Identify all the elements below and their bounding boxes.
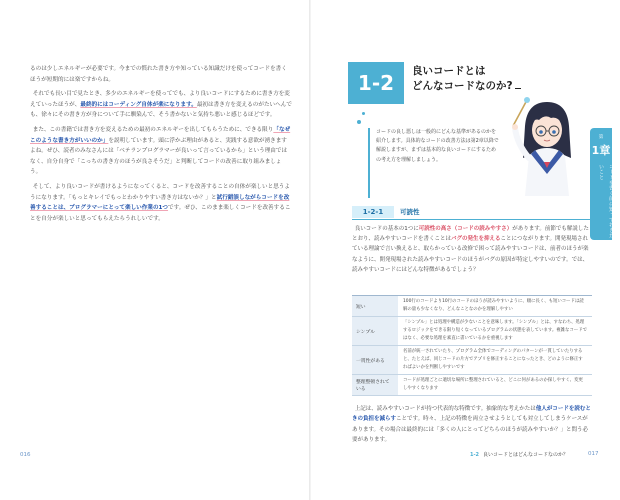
left-page-number: 016 bbox=[20, 452, 31, 458]
summary-body bbox=[352, 404, 592, 446]
paragraph-text: 上記は、読みやすいコードが持つ代表的な特徴です。抽象的な考えかたは bbox=[354, 406, 536, 412]
emphasis-red: 可読性の高さ（コードの読みやすさ） bbox=[418, 226, 513, 232]
left-paragraph bbox=[30, 125, 292, 178]
chapter-title-line2: どんなコードなのか? bbox=[412, 80, 513, 92]
paragraph-text: るのは少しエネルギーが必要です。今までの慣れた書き方や知っている知識だけを使ってコードを書くほうが短期的には楽ですからね。 bbox=[30, 66, 287, 83]
highlighted-text: 試行錯誤しながらコードを改善することは、プログラマーにとって楽しい作業の1つ bbox=[30, 194, 290, 212]
footer-title: 良いコードとはどんなコードなのか？ bbox=[483, 452, 569, 458]
feature-table bbox=[352, 295, 592, 396]
side-tab-text: コードを書く前に知っておきたいこと bbox=[598, 164, 614, 239]
chapter-number-box bbox=[348, 62, 404, 104]
left-paragraph bbox=[30, 182, 292, 224]
table-description: 100行のコードより10行のコードのほうが読みやすいように、順に長く、も短いコードは読解の量も少なくなり、どんなことなのかを理解しやすい bbox=[403, 299, 584, 312]
highlighted-text: 「なぜこのような書き方がいいのか」 bbox=[30, 126, 291, 144]
emphasis-blue: 他人がコードを読むときの負担を減らす bbox=[352, 406, 591, 423]
cursor-mark bbox=[515, 88, 521, 90]
body-paragraph bbox=[352, 224, 592, 275]
chapter-intro bbox=[368, 128, 498, 200]
page-gutter bbox=[309, 0, 311, 500]
left-page-body bbox=[30, 64, 292, 228]
highlighted-text: 最終的にはコーディング自体が楽になります。 bbox=[80, 101, 197, 108]
paragraph-text: ことにつながります。開発現場されている理論で言い換えると、取らかっている改修で困って読みやすいコードは、前者のほうが楽なように、開発現場された読みやすいコードのほうがバグの原因が特定しやすいのです。では、読みやすいコードにはどんな特徴があるでしょう？ bbox=[352, 236, 589, 273]
left-paragraph bbox=[30, 89, 292, 121]
emphasis-red: バグの発生を抑える bbox=[451, 236, 501, 243]
running-footer bbox=[470, 451, 568, 458]
right-page-body bbox=[352, 224, 592, 275]
summary-paragraph bbox=[352, 404, 592, 446]
paragraph-text: それでも長い目で見たとき、多少のエネルギーを使ってでも、より良いコードにするために書き方を変えていったほうが、 bbox=[30, 91, 290, 108]
paragraph-text: 最初は書き方を変えるのがたいへんでも、徐々にその書き方が身について手に馴染んで、そう書かないと気持ち悪いと感じるほどです。 bbox=[30, 101, 292, 119]
footer-section: 1-2 bbox=[470, 452, 480, 458]
chapter-title-line1: 良いコードとは bbox=[412, 65, 486, 77]
chapter-side-tab[interactable] bbox=[590, 128, 612, 240]
table-category: 一貫性がある bbox=[352, 346, 398, 374]
paragraph-text: そして、より良いコードが書けるようになってくると、コードを改善することの自体が楽しいと思うようになります。「もっとキレイでもっとわかりやすい書き方はないか？」と bbox=[30, 183, 290, 201]
paragraph-text: を説明しています。頭に浮かぶ理由があると、実践する意欲が湧きますよね。ぜひ、読者のみなさんには「ベテランプログラマーが良いって言っているから」という理由ではなく、自分自身で「こっちの書き方のほうが良さそうだ」と判断してコードの改善に取り組みましょう。 bbox=[30, 137, 288, 176]
table-description: 名前が統一されていたり、プログラム全体でコーディングのパターンが一貫していたりすると、たとえば、同じコードの片方でアプリを修正することになったとき、どのように修正すればよいかを判断しやすいです bbox=[403, 349, 583, 370]
paragraph-text: 良いコードの基本の1つに bbox=[354, 226, 419, 232]
intro-text: コードの良し悪しは一般的にどんな基準があるのかを紹介します。具体的なコードの改善方法は第2章以降で解説しますが、まずは基本的な良いコードにするための考え方を理解しましょう。 bbox=[376, 129, 499, 163]
intro-accent-line bbox=[368, 128, 370, 198]
section-title: 可読性 bbox=[400, 208, 420, 216]
table-description: コードが処理ごとに適切な場所に整理されていると、どこに何があるのか探しやすく、変更しやすくなります bbox=[403, 378, 583, 391]
side-tab-label: 第 bbox=[598, 135, 604, 140]
right-page-number: 017 bbox=[588, 451, 599, 457]
chapter-title bbox=[412, 64, 521, 94]
section-rule bbox=[352, 219, 592, 220]
table-description: 「シンプル」とは処理や構造が少ないことを意味します。「シンプル」とは、すなわち、処理するロジックをできる限り短くなっているプログラムの状態を表しています。複雑なコードではなく、必要な処理を素直に書いているかを重視します bbox=[403, 320, 588, 341]
side-tab-number: 1章 bbox=[591, 144, 611, 157]
table-row bbox=[352, 317, 592, 346]
section-number: 1-2-1 bbox=[352, 206, 394, 218]
table-row bbox=[352, 375, 592, 396]
left-paragraph bbox=[30, 64, 292, 85]
paragraph-text: ことです。時々、上記の特徴を両立させようとしても対立してしまうケースがあります。その場合は最終的には「多くの人にとってどちらのほうが読みやすいか？」と問う必要があります。 bbox=[352, 416, 588, 444]
table-row bbox=[352, 346, 592, 375]
decoration-dot bbox=[357, 120, 361, 124]
table-row bbox=[352, 296, 592, 317]
paragraph-text: があります。前節でも解説したとおり、読みやすいコードを書くことは bbox=[352, 226, 589, 243]
paragraph-text: また、この書籍では書き方を変えるための最初のエネルギーを出してもらうために、できる限り bbox=[32, 126, 274, 133]
decoration-dot bbox=[362, 112, 365, 115]
table-category: 短い bbox=[352, 296, 398, 316]
table-category: シンプル bbox=[352, 317, 398, 345]
table-category: 整理整頓されている bbox=[352, 375, 398, 395]
paragraph-text: です。ぜひ、このまま楽しくコードを改善することを自分が楽しいと思ってもらえたらうれしいです。 bbox=[30, 205, 291, 222]
chapter-number: 1-2 bbox=[357, 71, 395, 95]
section-heading bbox=[352, 206, 592, 218]
character-illustration bbox=[505, 96, 585, 200]
